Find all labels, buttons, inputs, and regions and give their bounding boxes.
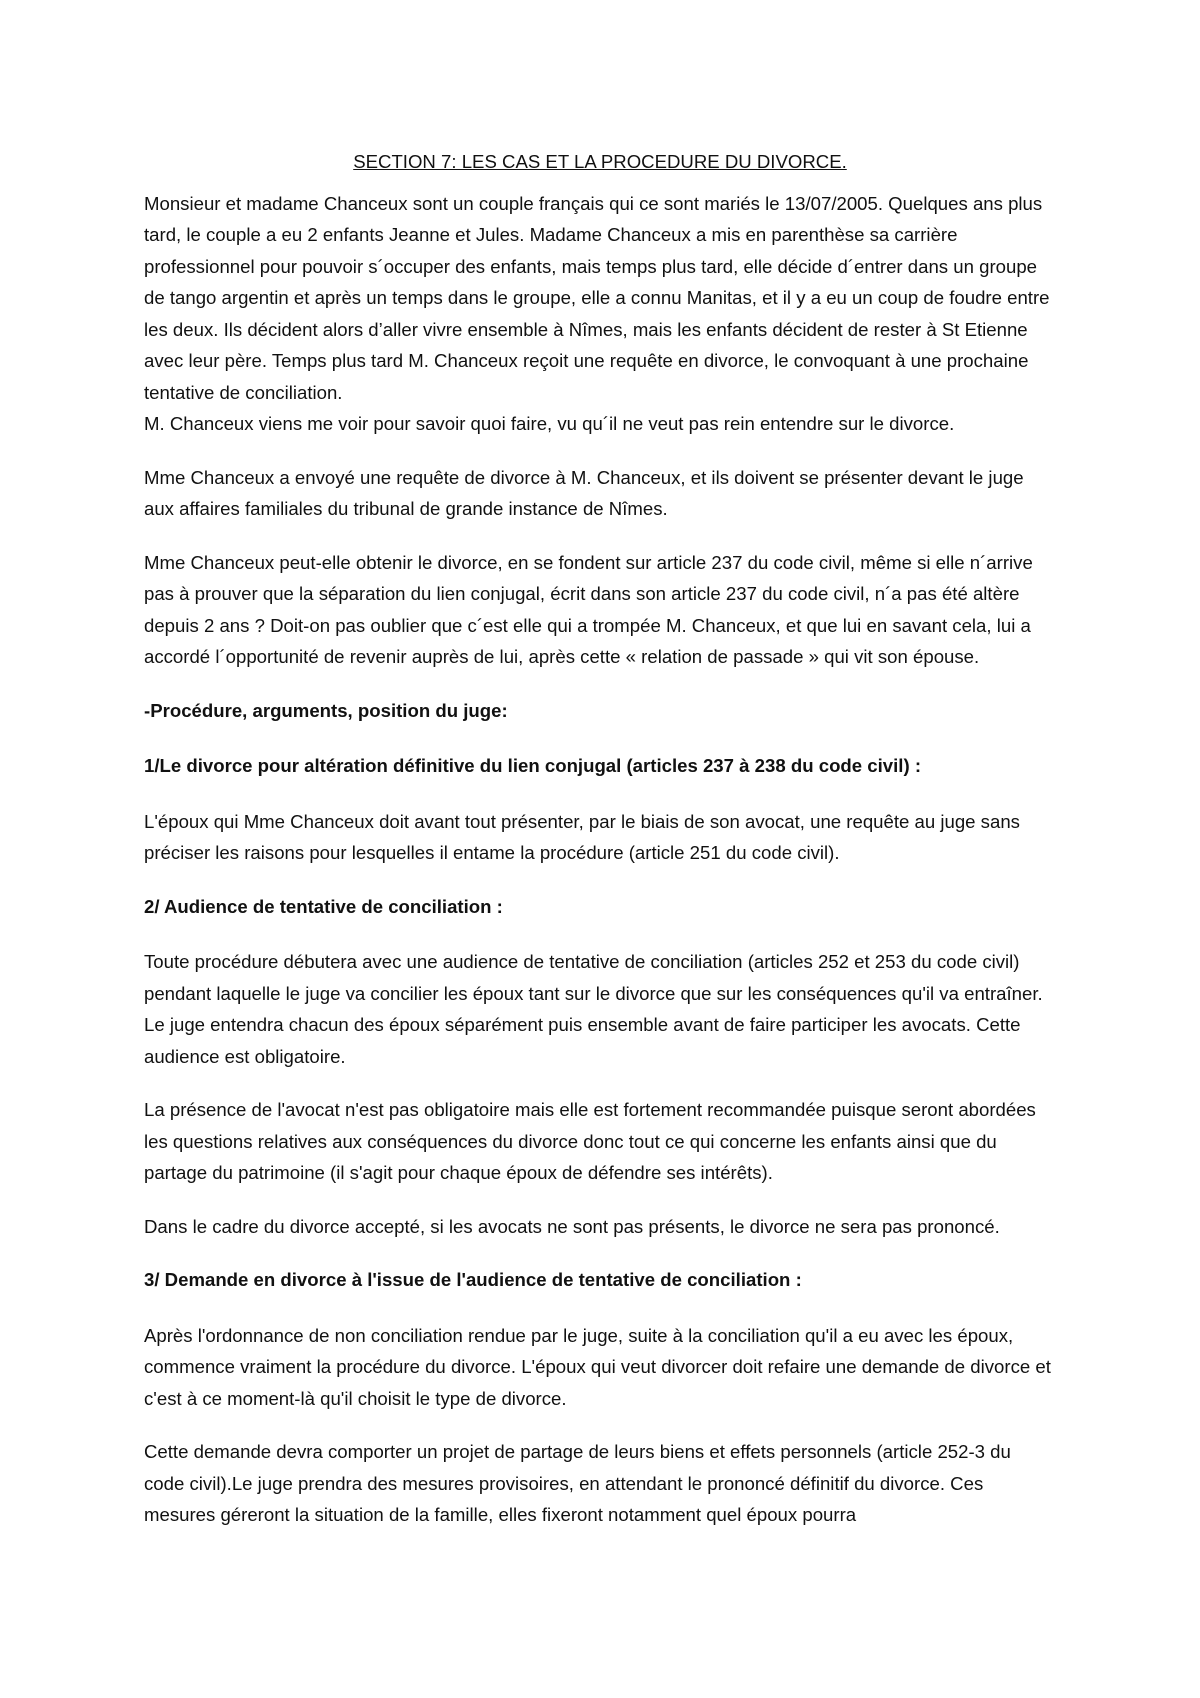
heading-demande: 3/ Demande en divorce à l'issue de l'audience de tentative de conciliation : bbox=[144, 1269, 802, 1290]
paragraph-facts: Monsieur et madame Chanceux sont un couple français qui ce sont mariés le 13/07/2005. Quelques ans plus tard, le couple a eu 2 enfants Jeanne et Jules. Madame Chanceux a mis en parenthèse sa carrière professionnel pour pouvoir s´occuper des enfants, mais temps plus tard, elle décide d´entrer dans un groupe de tango argentin et après un temps dans le groupe, elle a connu Manitas, et il y a eu un coup de foudre entre les deux. Ils décident alors d’aller vivre ensemble à Nîmes, mais les enfants décident de rester à St Etienne avec leur père. Temps plus tard M. Chanceux reçoit une requête en divorce, le convoquant à une prochaine tentative de conciliation. bbox=[144, 192, 1050, 403]
document-page bbox=[144, 146, 1056, 1553]
paragraph-partage: Cette demande devra comporter un projet de partage de leurs biens et effets personnels (article 252-3 du code civil).Le juge prendra des mesures provisoires, en attendant le prononcé définitif du divorce. Ces mesures géreront la situation de la famille, elles fixeront notamment quel époux pourra bbox=[144, 1441, 1011, 1525]
paragraph-ordonnance: Après l'ordonnance de non conciliation rendue par le juge, suite à la conciliation qu'il a eu avec les époux, commence vraiment la procédure du divorce. L'époux qui veut divorcer doit refaire une demande de divorce et c'est à ce moment-là qu'il choisit le type de divorce. bbox=[144, 1324, 1051, 1409]
paragraph-divorce-accepte: Dans le cadre du divorce accepté, si les avocats ne sont pas présents, le divorce ne sera pas prononcé. bbox=[144, 1215, 1000, 1237]
paragraph-legal-question: Mme Chanceux peut-elle obtenir le divorce, en se fondent sur article 237 du code civil, même si elle n´arrive pas à prouver que la séparation du lien conjugal, écrit dans son article 237 du code civil, n´a pas été altère depuis 2 ans ? Doit-on pas oublier que c´est elle qui a trompée M. Chanceux, et que lui en savant cela, lui a accordé l´opportunité de revenir auprès de lui, après cette « relation de passade » qui vit son épouse. bbox=[144, 551, 1033, 667]
heading-alteration: 1/Le divorce pour altération définitive du lien conjugal (articles 237 à 238 du code civil) : bbox=[144, 755, 922, 776]
heading-conciliation: 2/ Audience de tentative de conciliation : bbox=[144, 895, 503, 917]
paragraph-requete: L'époux qui Mme Chanceux doit avant tout présenter, par le biais de son avocat, une requête au juge sans préciser les raisons pour lesquelles il entame la procédure (article 251 du code civil). bbox=[144, 810, 1020, 863]
paragraph-audience: Toute procédure débutera avec une audience de tentative de conciliation (articles 252 et 253 du code civil) pendant laquelle le juge va concilier les époux tant sur le divorce que sur les conséquences qu'il va entraîner. Le juge entendra chacun des époux séparément puis ensemble avant de faire participer les avocats. Cette audience est obligatoire. bbox=[144, 951, 1043, 1067]
paragraph-client-request: M. Chanceux viens me voir pour savoir quoi faire, vu qu´il ne veut pas rein entendre sur le divorce. bbox=[144, 413, 955, 434]
heading-procedure: -Procédure, arguments, position du juge: bbox=[144, 699, 508, 721]
document-title: SECTION 7: LES CAS ET LA PROCEDURE DU DIVORCE. bbox=[353, 151, 847, 172]
paragraph-request-sent: Mme Chanceux a envoyé une requête de divorce à M. Chanceux, et ils doivent se présenter devant le juge aux affaires familiales du tribunal de grande instance de Nîmes. bbox=[144, 466, 1024, 519]
paragraph-avocat: La présence de l'avocat n'est pas obligatoire mais elle est fortement recommandée puisque seront abordées les questions relatives aux conséquences du divorce donc tout ce qui concerne les enfants ainsi que du partage du patrimoine (il s'agit pour chaque époux de défendre ses intérêts). bbox=[144, 1099, 1036, 1183]
